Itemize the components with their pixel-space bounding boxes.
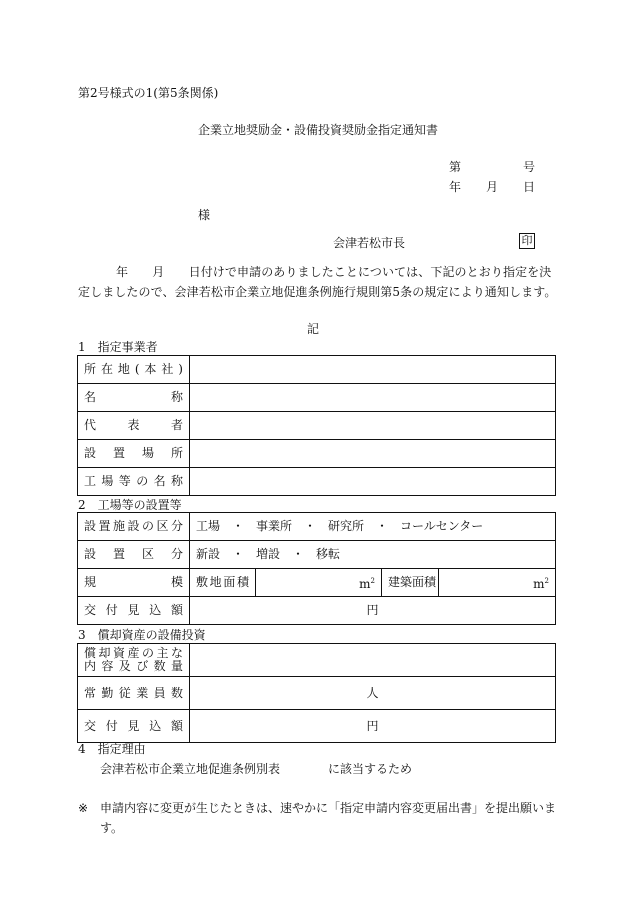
value-employees: 人	[190, 677, 556, 710]
label-installation-category: 設置区分	[78, 541, 190, 569]
table-row	[78, 710, 556, 743]
area-unit: m	[359, 576, 371, 591]
footnote	[78, 798, 558, 838]
label-facility-type: 設置施設の区分	[78, 513, 190, 541]
table-row	[78, 384, 556, 412]
value-address	[190, 356, 556, 384]
body-paragraph: 年 月 日付けで申請のありましたことについては、下記のとおり指定を決定しましたので、会津若松市企業立地促進条例施行規則第5条の規定により通知します。	[78, 265, 557, 299]
table-row	[78, 644, 556, 677]
facility-table	[77, 512, 556, 625]
reason-prefix: 会津若松市企業立地促進条例別表	[100, 762, 281, 776]
asset-investment-table	[77, 643, 556, 743]
form-number: 第2号様式の1(第5条関係)	[78, 86, 219, 100]
area-unit: m	[533, 576, 545, 591]
label-asset-line-1: 償却資産の主な	[84, 646, 183, 660]
number-label-suffix: 号	[522, 160, 535, 174]
value-site-area	[256, 569, 382, 597]
label-site-area: 敷地面積	[190, 569, 256, 597]
table-row	[78, 569, 556, 597]
label-employees: 常勤従業員数	[78, 677, 190, 710]
label-factory-name: 工場等の名称	[78, 468, 190, 496]
area-unit-sup: 2	[370, 576, 375, 585]
date-day: 日	[522, 180, 535, 194]
note-mark: ※	[78, 801, 89, 815]
section-2-heading: 2 工場等の設置等	[78, 498, 182, 512]
table-row	[78, 513, 556, 541]
label-scale: 規模	[78, 569, 190, 597]
area-unit-sup: 2	[544, 576, 549, 585]
label-location: 設置場所	[78, 440, 190, 468]
table-row	[78, 440, 556, 468]
section-1-heading: 1 指定事業者	[78, 340, 158, 354]
label-grant-amount: 交付見込額	[78, 710, 190, 743]
section-3-heading: 3 償却資産の設備投資	[78, 628, 206, 642]
note-text: 申請内容に変更が生じたときは、速やかに「指定申請内容変更届出書」を提出願います。	[100, 801, 557, 835]
facility-type-options: 工場 ・ 事業所 ・ 研究所 ・ コールセンター	[190, 513, 556, 541]
value-grant-amount: 円	[190, 710, 556, 743]
reason-suffix: に該当するため	[328, 762, 413, 776]
designation-reason	[100, 762, 412, 776]
section-4-heading: 4 指定理由	[78, 742, 146, 756]
date-month: 月	[485, 180, 498, 194]
value-asset-contents	[190, 644, 556, 677]
table-row	[78, 541, 556, 569]
value-location	[190, 440, 556, 468]
document-number	[449, 160, 535, 174]
seal-mark: 印	[519, 233, 535, 249]
ki-heading: 記	[307, 322, 320, 336]
document-title: 企業立地奨励金・設備投資奨励金指定通知書	[198, 123, 439, 137]
value-grant-amount: 円	[190, 597, 556, 625]
table-row	[78, 356, 556, 384]
label-representative: 代表者	[78, 412, 190, 440]
value-building-area	[439, 569, 556, 597]
label-asset-contents	[78, 644, 190, 677]
addressee: 様	[198, 208, 211, 222]
table-row	[78, 677, 556, 710]
table-row	[78, 468, 556, 496]
table-row	[78, 412, 556, 440]
table-row	[78, 597, 556, 625]
label-building-area: 建築面積	[382, 569, 439, 597]
document-date	[449, 180, 535, 194]
label-asset-line-2: 内容及び数量	[84, 659, 183, 673]
installation-category-options: 新設 ・ 増設 ・ 移転	[190, 541, 556, 569]
label-grant-amount: 交付見込額	[78, 597, 190, 625]
value-representative	[190, 412, 556, 440]
label-address: 所在地(本社)	[78, 356, 190, 384]
label-name: 名称	[78, 384, 190, 412]
value-name	[190, 384, 556, 412]
number-label-prefix: 第	[449, 160, 462, 174]
designated-business-table	[77, 355, 556, 496]
value-factory-name	[190, 468, 556, 496]
date-year: 年	[449, 180, 462, 194]
issuer: 会津若松市長	[333, 236, 406, 250]
